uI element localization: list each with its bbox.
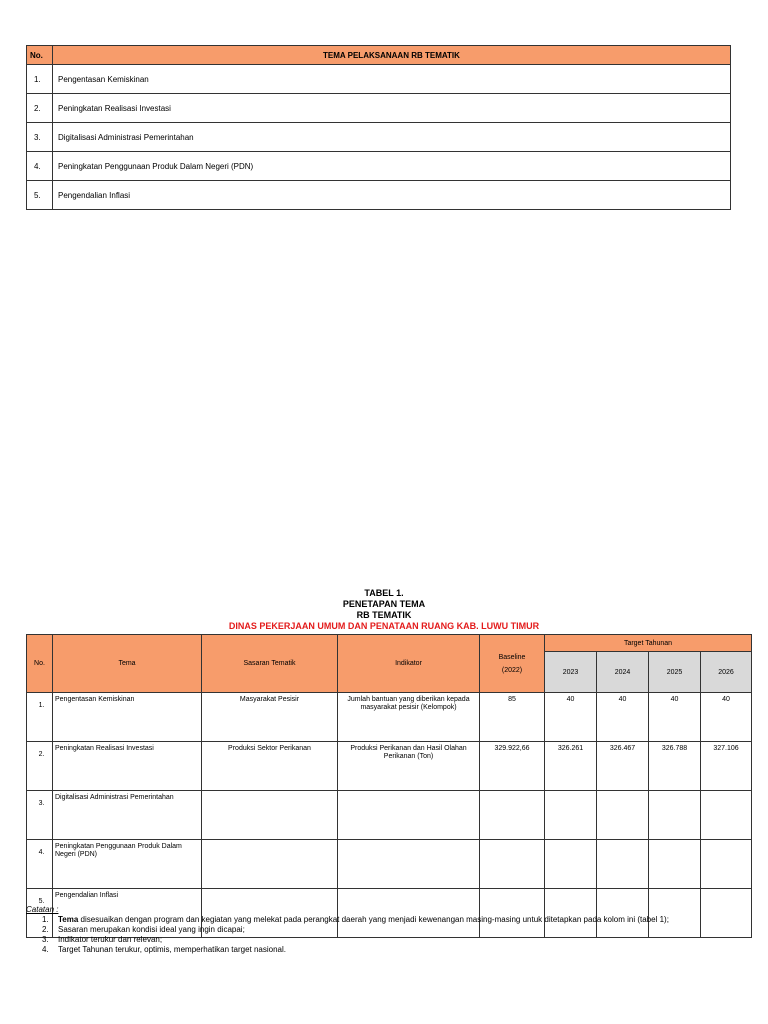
row-target-2025: 326.788 — [649, 742, 701, 791]
table-row — [27, 152, 731, 181]
table-row — [27, 840, 752, 889]
row-no: 2. — [27, 94, 53, 123]
row-tema: Peningkatan Penggunaan Produk Dalam Negeri (PDN) — [53, 840, 202, 889]
table-row — [27, 742, 752, 791]
row-sasaran — [202, 791, 338, 840]
header-tema: Tema — [53, 635, 202, 693]
note-number: 1. — [42, 915, 49, 924]
row-tema: Pengentasan Kemiskinan — [53, 65, 731, 94]
baseline-year: (2022) — [501, 666, 523, 674]
row-target-2023 — [545, 791, 597, 840]
penetapan-tema-table — [26, 634, 752, 938]
agency-title: DINAS PEKERJAAN UMUM DAN PENATAAN RUANG KAB. LUWU TIMUR — [228, 621, 540, 631]
row-target-2026: 40 — [701, 693, 752, 742]
row-no: 5. — [27, 889, 53, 938]
row-no: 3. — [27, 123, 53, 152]
row-sasaran — [202, 840, 338, 889]
note-text: Indikator terukur dan relevan; — [58, 935, 163, 944]
table-row — [27, 693, 752, 742]
note-item — [42, 935, 756, 945]
notes-list — [26, 915, 756, 955]
row-target-2026 — [701, 791, 752, 840]
header-sasaran: Sasaran Tematik — [202, 635, 338, 693]
header-target-tahunan: Target Tahunan — [545, 635, 752, 652]
row-target-2024: 326.467 — [597, 742, 649, 791]
header-year-2023: 2023 — [545, 652, 597, 693]
row-tema: Digitalisasi Administrasi Pemerintahan — [53, 123, 731, 152]
row-indikator: Produksi Perikanan dan Hasil Olahan Perikanan (Ton) — [338, 742, 480, 791]
row-tema: Pengentasan Kemiskinan — [53, 693, 202, 742]
note-text: disesuaikan dengan program dan kegiatan yang melekat pada perangkat daerah yang menjadi kewenangan masing-masing untuk ditetapkan pada kolom ini (tabel 1); — [78, 915, 669, 924]
row-tema: Peningkatan Penggunaan Produk Dalam Negeri (PDN) — [53, 152, 731, 181]
table-row — [27, 123, 731, 152]
notes — [26, 905, 756, 955]
row-sasaran: Produksi Sektor Perikanan — [202, 742, 338, 791]
row-tema: Pengendalian Inflasi — [53, 889, 202, 938]
tema-table — [26, 45, 731, 210]
row-no: 1. — [27, 65, 53, 94]
table-title: PENETAPAN TEMA — [342, 599, 426, 609]
row-baseline — [480, 840, 545, 889]
header-no: No. — [27, 46, 53, 65]
note-number: 3. — [42, 935, 49, 944]
row-target-2023 — [545, 840, 597, 889]
row-no: 4. — [27, 840, 53, 889]
row-baseline: 85 — [480, 693, 545, 742]
note-number: 2. — [42, 925, 49, 934]
row-baseline: 329.922,66 — [480, 742, 545, 791]
row-no: 4. — [27, 152, 53, 181]
row-tema: Pengendalian Inflasi — [53, 181, 731, 210]
row-sasaran: Masyarakat Pesisir — [202, 693, 338, 742]
row-no: 3. — [27, 791, 53, 840]
row-target-2025: 40 — [649, 693, 701, 742]
note-item — [42, 915, 756, 925]
note-bold: Tema — [58, 915, 79, 924]
header-tema: TEMA PELAKSANAAN RB TEMATIK — [53, 46, 731, 65]
header-no: No. — [27, 635, 53, 693]
row-no: 1. — [27, 693, 53, 742]
note-text: Sasaran merupakan kondisi ideal yang ingin dicapai; — [58, 925, 245, 934]
row-no: 2. — [27, 742, 53, 791]
table-row — [27, 65, 731, 94]
row-target-2024 — [597, 791, 649, 840]
header-year-2025: 2025 — [649, 652, 701, 693]
note-text: Target Tahunan terukur, optimis, memperhatikan target nasional. — [58, 945, 286, 954]
row-target-2024: 40 — [597, 693, 649, 742]
note-item — [42, 925, 756, 935]
row-target-2025 — [649, 791, 701, 840]
row-indikator: Jumlah bantuan yang diberikan kepada masyarakat pesisir (Kelompok) — [338, 693, 480, 742]
header-year-2024: 2024 — [597, 652, 649, 693]
table-title-number: TABEL 1. — [364, 588, 404, 598]
row-target-2023: 40 — [545, 693, 597, 742]
row-target-2024 — [597, 840, 649, 889]
row-tema: Digitalisasi Administrasi Pemerintahan — [53, 791, 202, 840]
row-indikator — [338, 791, 480, 840]
note-number: 4. — [42, 945, 49, 954]
baseline-label: Baseline — [498, 653, 526, 661]
row-baseline — [480, 791, 545, 840]
header-indikator: Indikator — [338, 635, 480, 693]
table-row — [27, 181, 731, 210]
table-row — [27, 791, 752, 840]
row-target-2026: 327.106 — [701, 742, 752, 791]
row-target-2023: 326.261 — [545, 742, 597, 791]
row-target-2025 — [649, 840, 701, 889]
tema-table-header — [27, 46, 731, 65]
row-no: 5. — [27, 181, 53, 210]
note-item — [42, 945, 756, 955]
row-tema: Peningkatan Realisasi Investasi — [53, 742, 202, 791]
notes-heading: Catatan : — [26, 905, 59, 914]
row-tema: Peningkatan Realisasi Investasi — [53, 94, 731, 123]
row-indikator — [338, 840, 480, 889]
header-baseline — [480, 635, 545, 693]
row-target-2026 — [701, 840, 752, 889]
table-subtitle: RB TEMATIK — [356, 610, 412, 620]
header-year-2026: 2026 — [701, 652, 752, 693]
table-row — [27, 94, 731, 123]
